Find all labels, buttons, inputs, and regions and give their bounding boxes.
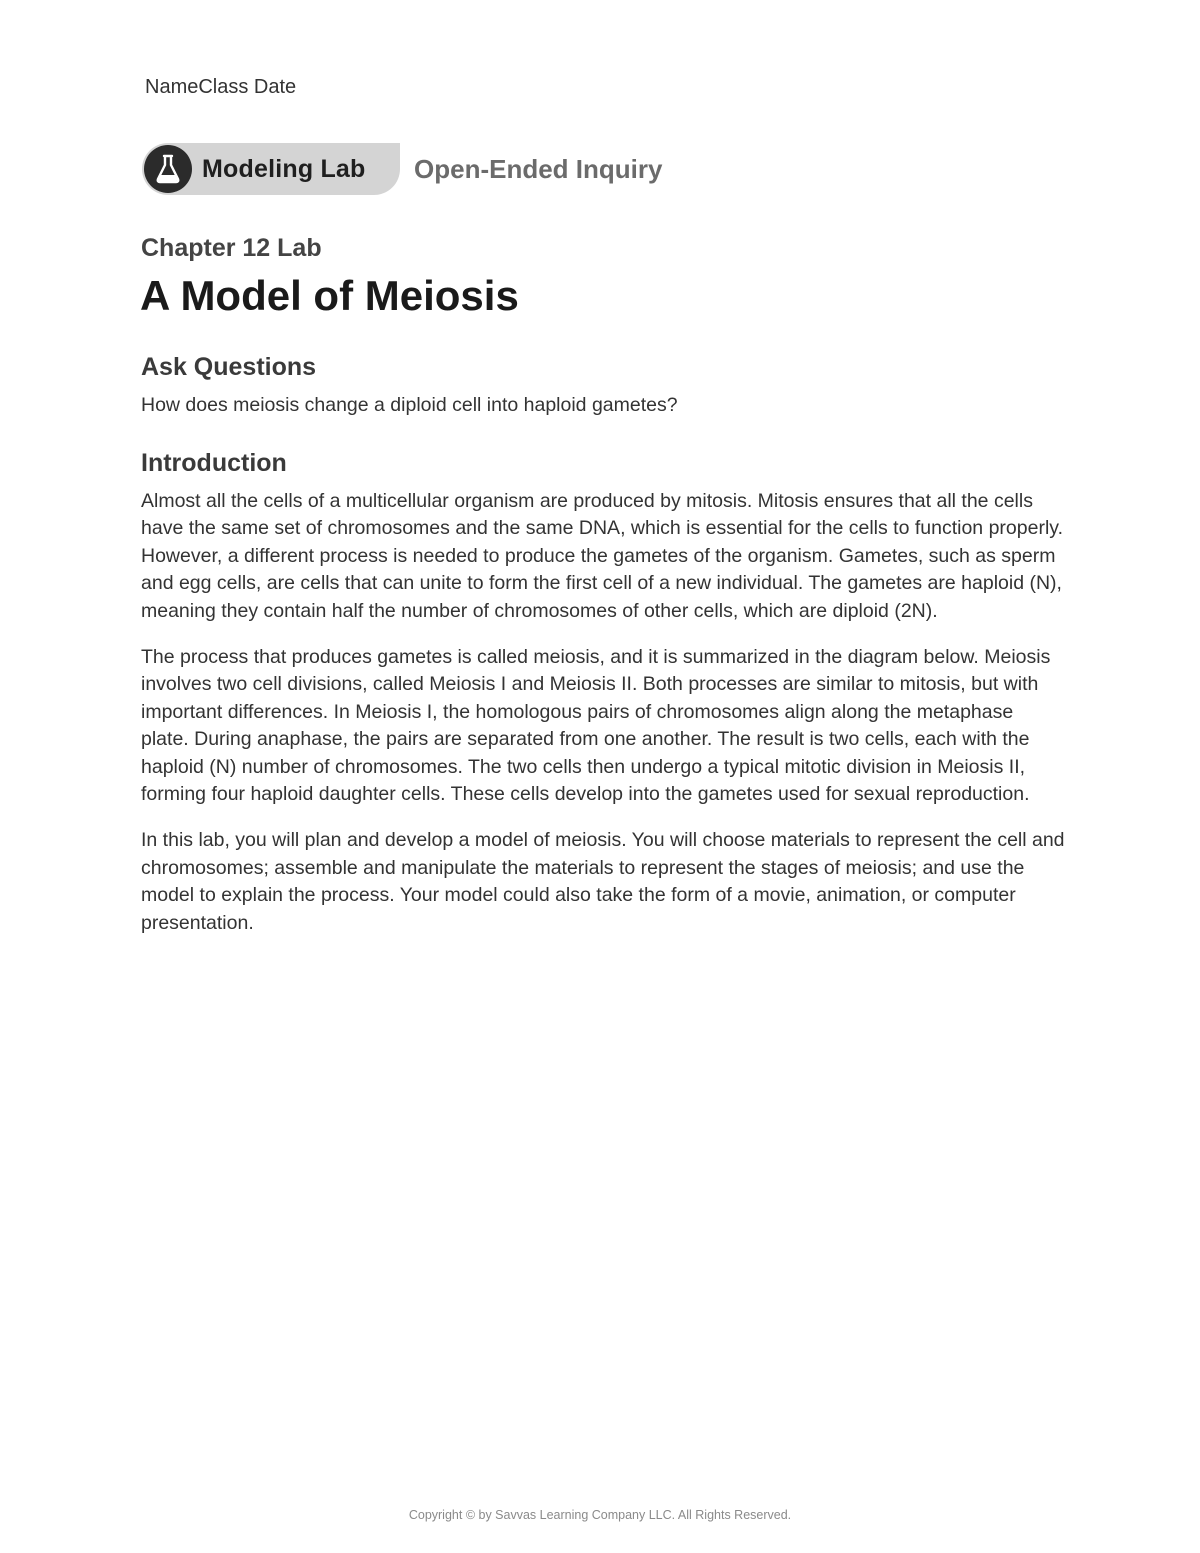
introduction-paragraph-3: In this lab, you will plan and develop a model of meiosis. You will choose materials to represent the cell and chromosomes; assemble and manipulate the materials to represent the stages of meiosis; and use the model to explain the process. Your model could also take the form of a movie, animation, or computer presentation. (141, 829, 1065, 934)
name-class-date-line (145, 76, 296, 99)
introduction-paragraph-1: Almost all the cells of a multicellular organism are produced by mitosis. Mitosis ensures that all the cells have the same set of chromosomes and the same DNA, which is essential for the cells to function properly. However, a different process is needed to produce the gametes of the organism. Gametes, such as sperm and egg cells, are cells that can unite to form the first cell of a new individual. The gametes are haploid (N), meaning they contain half the number of chromosomes of other cells, which are diploid (2N). (141, 490, 1063, 622)
inquiry-type-label: Open-Ended Inquiry (414, 153, 663, 184)
chapter-label: Chapter 12 Lab (141, 234, 322, 262)
copyright-footer: Copyright © by Savvas Learning Company LLC. All Rights Reserved. (408, 1508, 792, 1522)
introduction-heading: Introduction (141, 449, 287, 477)
ask-questions-heading: Ask Questions (141, 353, 317, 381)
ask-questions-text: How does meiosis change a diploid cell into haploid gametes? (141, 394, 678, 416)
ask-questions-section (141, 353, 1066, 419)
introduction-paragraph-2: The process that produces gametes is called meiosis, and it is summarized in the diagram below. Meiosis involves two cell divisions, called Meiosis I and Meiosis II. Both processes are similar to mitosis, but with important differences. In Meiosis I, the homologous pairs of chromosomes align along the metaphase plate. During anaphase, the pairs are separated from one another. The result is two cells, each with the haploid (N) number of chromosomes. The two cells then undergo a typical mitotic division in Meiosis II, forming four haploid daughter cells. These cells develop into the gametes used for sexual reproduction. (141, 646, 1051, 806)
flask-icon (144, 145, 192, 193)
modeling-lab-label: Modeling Lab (202, 154, 366, 183)
modeling-lab-badge (142, 143, 400, 195)
page-title: A Model of Meiosis (140, 272, 519, 319)
lab-banner (142, 142, 662, 196)
introduction-section (141, 449, 1066, 937)
name-class-date-label: NameClass Date (145, 76, 297, 98)
